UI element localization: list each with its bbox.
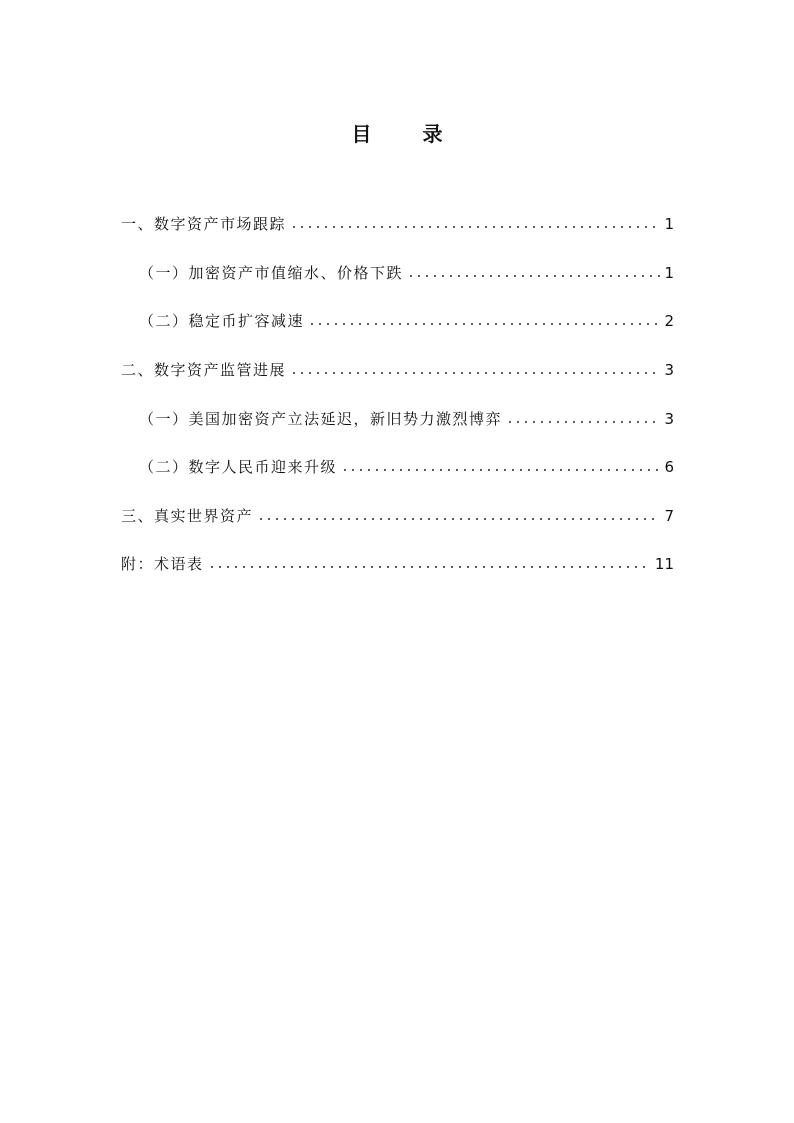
toc-entry-page: 1 [664,215,674,234]
toc-entry-page: 2 [664,312,674,331]
toc-entry-page: 6 [664,458,674,477]
toc-entry-title: 二、数字资产监管进展 [121,361,287,380]
toc-entry-title: 三、真实世界资产 [121,506,254,525]
toc-entry[interactable] [121,443,674,492]
toc-entry-page: 3 [664,361,674,380]
toc-entry-title: （二）数字人民币迎来升级 [139,458,338,477]
toc-entry[interactable] [121,346,674,395]
toc-entry[interactable] [121,492,674,541]
toc-entry-page: 3 [664,409,674,428]
page-title: 目 录 [351,122,465,146]
toc-entry[interactable] [121,297,674,346]
toc-entry-title: （二）稳定币扩容减速 [139,312,305,331]
toc-entry[interactable] [121,540,674,589]
dot-leader [341,469,660,471]
dot-leader [506,421,660,423]
toc-entry-title: 一、数字资产市场跟踪 [121,215,287,234]
toc-entry-title: 附：术语表 [121,555,204,574]
toc-entry-page: 11 [654,555,674,574]
dot-leader [407,275,660,277]
toc-entry-page: 7 [664,506,674,525]
toc-entry[interactable] [121,394,674,443]
table-of-contents [121,200,674,589]
toc-entry[interactable] [121,249,674,298]
dot-leader [208,566,651,568]
toc-entry[interactable] [121,200,674,249]
dot-leader [290,226,660,228]
dot-leader [257,518,660,520]
toc-entry-page: 1 [664,263,674,282]
toc-entry-title: （一）加密资产市值缩水、价格下跌 [139,263,404,282]
dot-leader [290,372,660,374]
dot-leader [308,323,660,325]
toc-entry-title: （一）美国加密资产立法延迟，新旧势力激烈博弈 [139,409,503,428]
